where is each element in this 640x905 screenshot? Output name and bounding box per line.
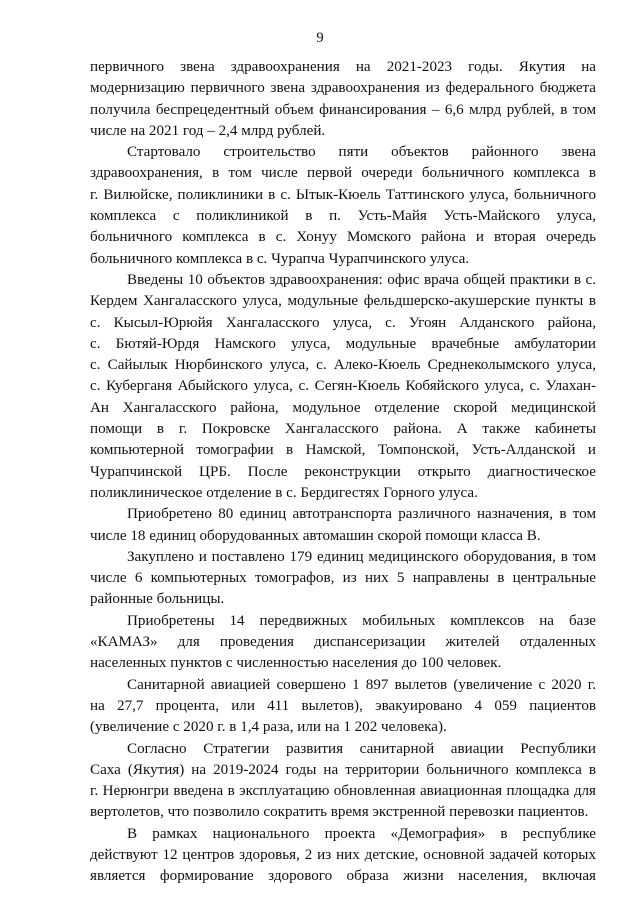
text-line: Введены 10 объектов здравоохранения: офис врача общей практики в с. — [127, 271, 596, 288]
text-line: В рамках национального проекта «Демография» в республике — [127, 825, 596, 842]
text-line: Стартовало строительство пяти объектов районного звена — [127, 144, 596, 161]
text-line: Ан Хангаласского района, модульное отделение скорой медицинской — [90, 399, 596, 416]
text-line: с. Бютяй-Юрдя Намского улуса, модульные врачебные амбулатории — [90, 335, 596, 352]
text-line: с. Куберганя Абыйского улуса, с. Сегян-Кюель Кобяйского улуса, с. Улахан- — [90, 378, 596, 395]
text-line: Чурапчинской ЦРБ. После реконструкции открыто диагностическое — [90, 463, 596, 480]
text-line: Приобретено 80 единиц автотранспорта различного назначения, в том — [127, 506, 596, 523]
paragraph — [90, 142, 596, 270]
text-line: «КАМАЗ» для проведения диспансеризации жителей отдаленных — [90, 634, 596, 651]
paragraph — [90, 824, 596, 888]
text-line: Закуплено и поставлено 179 единиц медицинского оборудования, в том — [127, 548, 596, 565]
text-line: здравоохранения, в том числе первой очереди больничного комплекса в — [90, 165, 596, 182]
text-line: г. Нерюнгри введена в эксплуатацию обновленная авиационная площадка для — [90, 783, 596, 800]
text-line: населенных пунктов с численностью населения до 100 человек. — [90, 655, 502, 672]
text-line: (увеличение с 2020 г. в 1,4 раза, или на 1 202 человека). — [90, 719, 447, 736]
text-line: поликлиническое отделение в с. Бердигестях Горного улуса. — [90, 484, 478, 501]
text-line: действуют 12 центров здоровья, 2 из них детские, основной задачей которых — [90, 846, 596, 863]
text-line: Приобретены 14 передвижных мобильных комплексов на базе — [127, 612, 596, 629]
text-line: числе 18 единиц оборудованных автомашин скорой помощи класса В. — [90, 527, 541, 544]
text-line: больничного комплекса в с. Чурапча Чурапчинского улуса. — [90, 250, 470, 267]
text-line: получила беспрецедентный объем финансирования – 6,6 млрд рублей, в том — [90, 101, 596, 118]
text-line: с. Кысыл-Юрюйя Хангаласского улуса, с. Угоян Алданского района, — [90, 314, 596, 331]
text-line: модернизацию первичного звена здравоохранения из федерального бюджета — [90, 80, 596, 97]
text-line: больничного комплекса в с. Хонуу Момского района и вторая очередь — [90, 229, 596, 246]
paragraph — [90, 611, 596, 675]
page-number: 9 — [316, 30, 324, 46]
text-line: районные больницы. — [90, 591, 225, 608]
text-line: первичного звена здравоохранения на 2021-2023 годы. Якутия на — [90, 59, 596, 75]
text-line: Кердем Хангаласского улуса, модульные фельдшерско-акушерские пункты в — [90, 293, 596, 310]
text-line: Согласно Стратегии развития санитарной авиации Республики — [127, 740, 596, 757]
text-line: с. Сайылык Нюрбинского улуса, с. Алеко-Кюель Среднеколымского улуса, — [90, 357, 596, 374]
text-line: Санитарной авиацией совершено 1 897 вылетов (увеличение с 2020 г. — [127, 676, 596, 693]
text-line: г. Вилюйске, поликлиники в с. Ытык-Кюель Таттинского улуса, больничного — [90, 186, 596, 203]
paragraph — [90, 547, 596, 611]
text-line: вертолетов, что позволило сократить время экстренной перевозки пациентов. — [90, 804, 589, 821]
paragraph — [90, 739, 596, 824]
paragraph — [90, 504, 596, 547]
text-line: на 27,7 процента, или 411 вылетов), эвакуировано 4 059 пациентов — [90, 697, 596, 714]
paragraph — [90, 270, 596, 504]
document-body — [90, 57, 596, 888]
text-line: компьютерной томографии в Намской, Томпонской, Усть-Алданской и — [90, 442, 596, 459]
paragraph — [90, 57, 596, 142]
text-line: помощи в г. Покровске Хангаласского района. А также кабинеты — [90, 421, 596, 438]
text-line: комплекса с поликлиникой в п. Усть-Майя Усть-Майского улуса, — [90, 208, 596, 225]
paragraph — [90, 675, 596, 739]
text-line: числе на 2021 год – 2,4 млрд рублей. — [90, 122, 326, 139]
text-line: Саха (Якутия) на 2019-2024 годы на территории больничного комплекса в — [90, 761, 596, 778]
text-line: числе 6 компьютерных томографов, из них 5 направлены в центральные — [90, 570, 596, 587]
text-line: является формирование здорового образа жизни населения, включая — [90, 868, 596, 885]
